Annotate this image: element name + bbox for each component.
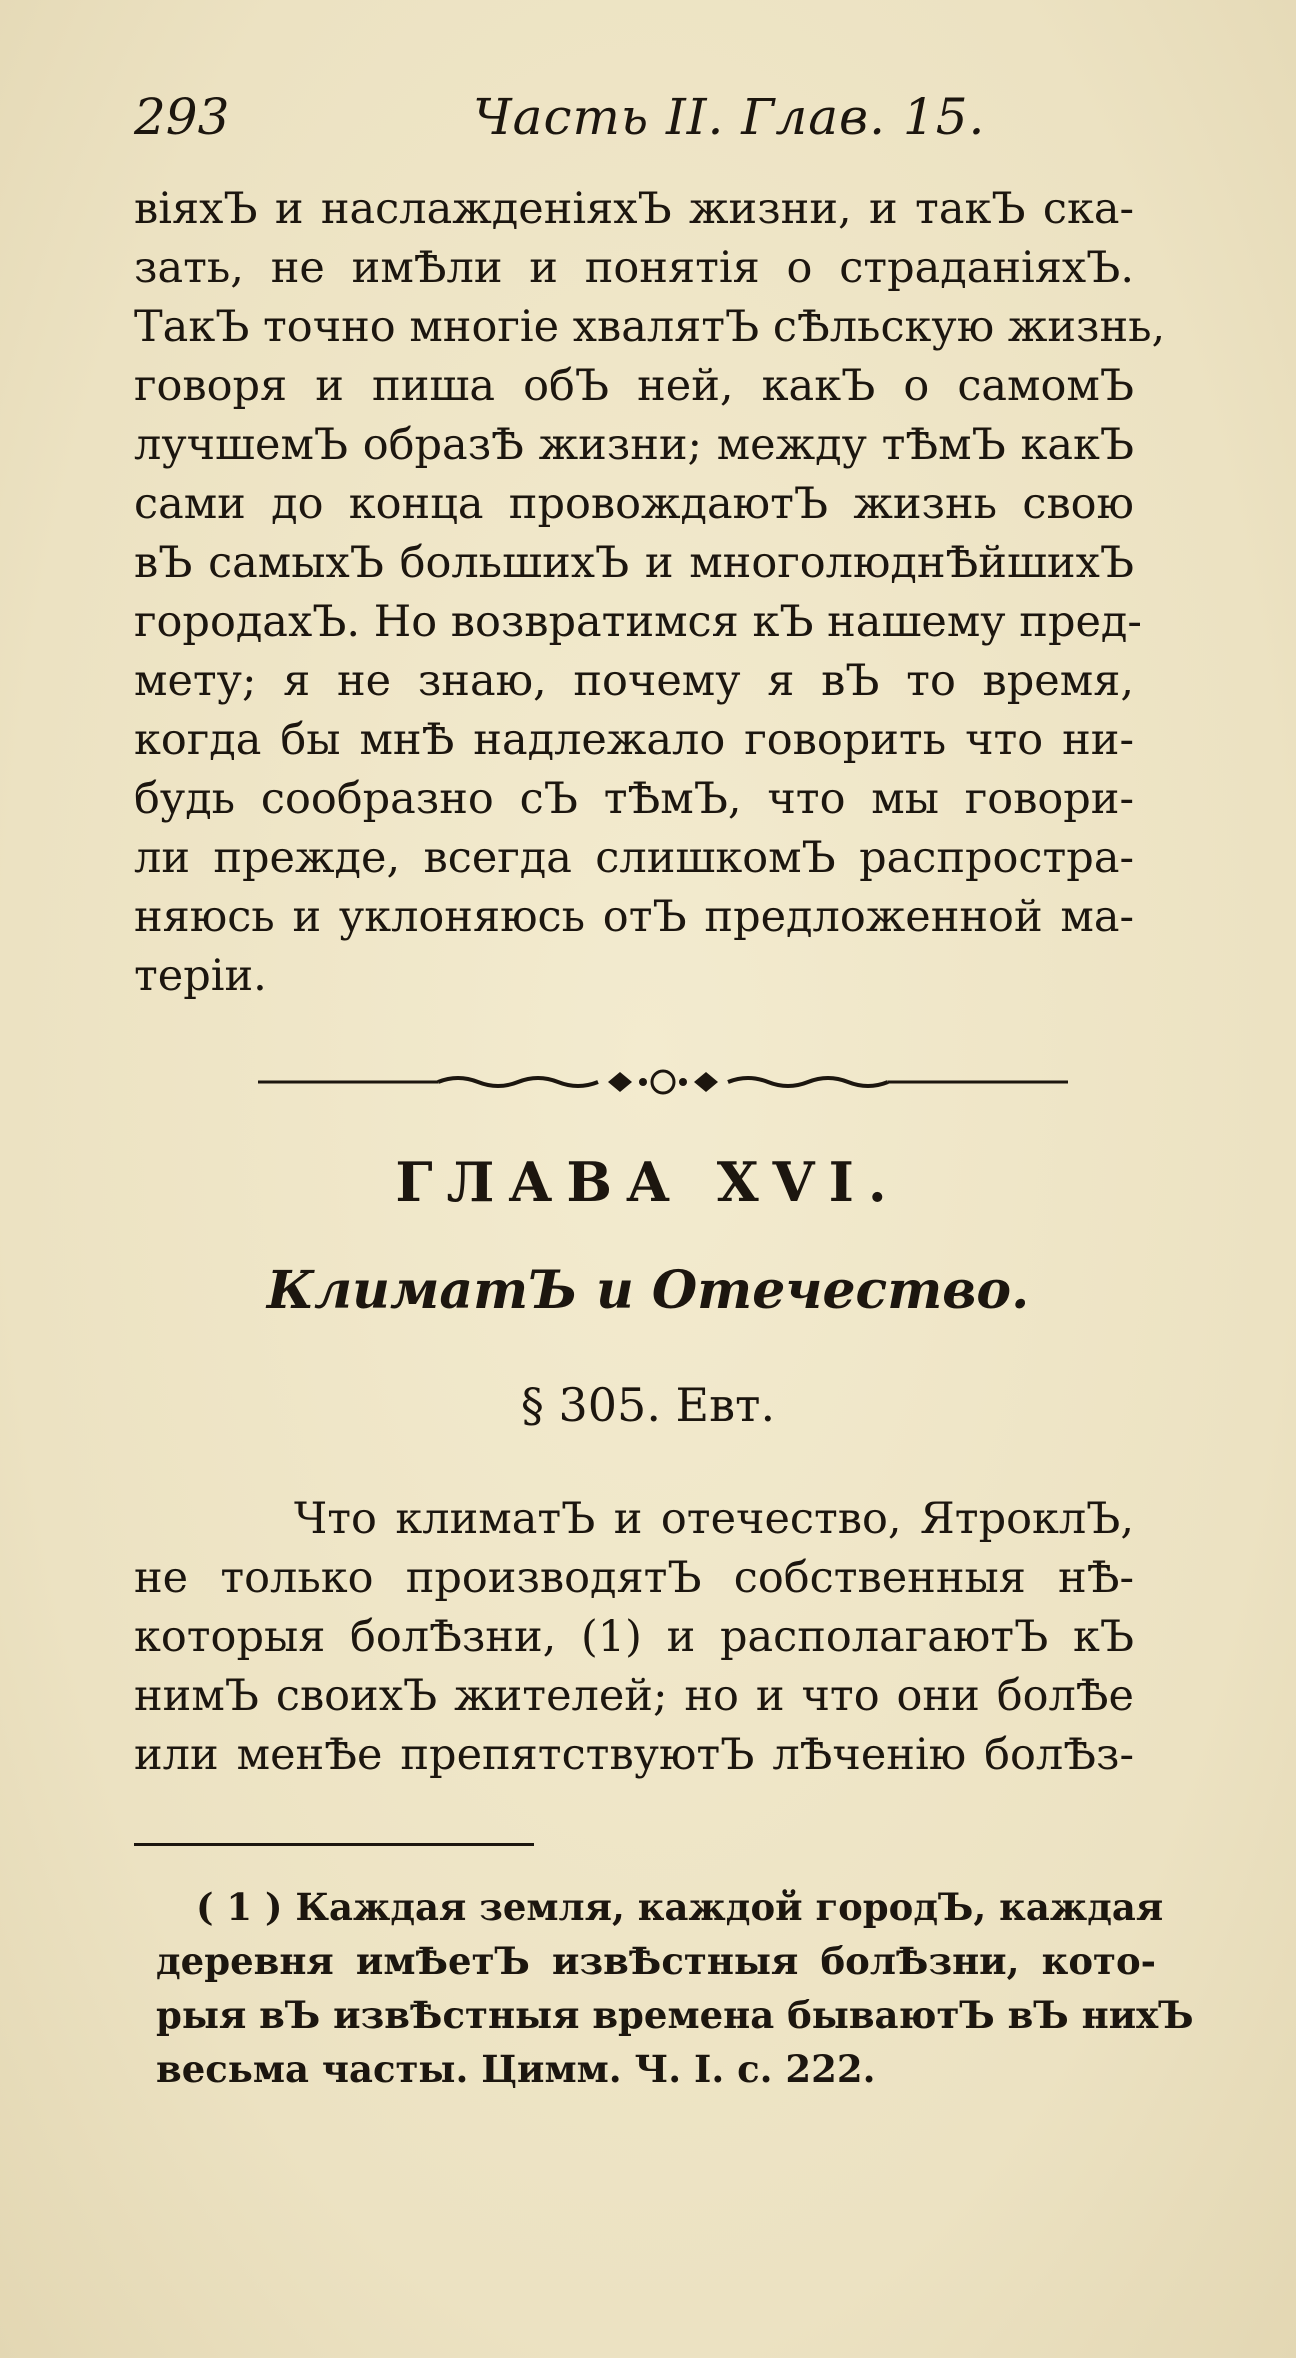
running-head: Часть II. Глав. 15. — [473, 88, 986, 146]
text-line: зать, не имѢли и понятія о страданіяхЪ. — [134, 243, 1134, 293]
text-line: ли прежде, всегда слишкомЪ распростра- — [134, 833, 1134, 883]
footnote — [156, 1880, 1194, 2096]
chapter-title: ГЛАВА XVI. — [395, 1150, 901, 1214]
footnote-divider — [134, 1843, 534, 1846]
text-line: няюсь и уклоняюсь отЪ предложенной ма- — [134, 892, 1134, 942]
text-line: теріи. — [134, 951, 267, 1001]
chapter-subtitle: КлиматЪ и Отечество. — [266, 1260, 1030, 1321]
page-number: 293 — [134, 88, 230, 146]
text-line: сами до конца провождаютЪ жизнь свою — [134, 479, 1134, 529]
text-line: говоря и пиша обЪ ней, какЪ о самомЪ — [134, 361, 1134, 411]
page-header — [128, 88, 1138, 158]
footnote-line: рыя вЪ извѢстныя времена бываютЪ вЪ нихЪ — [156, 1993, 1194, 2037]
text-line: или менѢе препятствуютЪ лѢченію болѢз- — [134, 1730, 1134, 1780]
section-heading: § 305. Евт. — [520, 1378, 776, 1432]
text-line: мету; я не знаю, почему я вЪ то время, — [134, 656, 1134, 706]
text-line: ТакЪ точно многіе хвалятЪ сѢльскую жизнь, — [134, 302, 1166, 352]
text-line: Что климатЪ и отечество, ЯтроклЪ, — [294, 1494, 1134, 1544]
text-line: будь сообразно сЪ тѢмЪ, что мы говори- — [134, 774, 1134, 824]
text-line: лучшемЪ образѢ жизни; между тѢмЪ какЪ — [134, 420, 1134, 470]
text-line: нимЪ своихЪ жителей; но и что они болѢе — [134, 1671, 1134, 1721]
ornament-divider — [258, 1066, 1068, 1096]
text-block-chapter — [134, 1490, 1134, 1785]
text-block-continued — [134, 180, 1166, 1006]
footnote-line: весьма часты. Цимм. Ч. I. с. 222. — [156, 2047, 876, 2091]
footnote-line: ( 1 ) Каждая земля, каждой городЪ, каждая — [196, 1885, 1164, 1929]
text-line: не только производятЪ собственныя нѢ- — [134, 1553, 1134, 1603]
text-line: городахЪ. Но возвратимся кЪ нашему пред- — [134, 597, 1142, 647]
footnote-line: деревня имѢетЪ извѢстныя болѢзни, кото- — [156, 1939, 1156, 1983]
text-line: вЪ самыхЪ большихЪ и многолюднѢйшихЪ — [134, 538, 1134, 588]
text-line: віяхЪ и наслажденіяхЪ жизни, и такЪ ска- — [134, 184, 1134, 234]
text-line: когда бы мнѢ надлежало говорить что ни- — [134, 715, 1134, 765]
text-line: которыя болѢзни, (1) и располагаютЪ кЪ — [134, 1612, 1134, 1662]
